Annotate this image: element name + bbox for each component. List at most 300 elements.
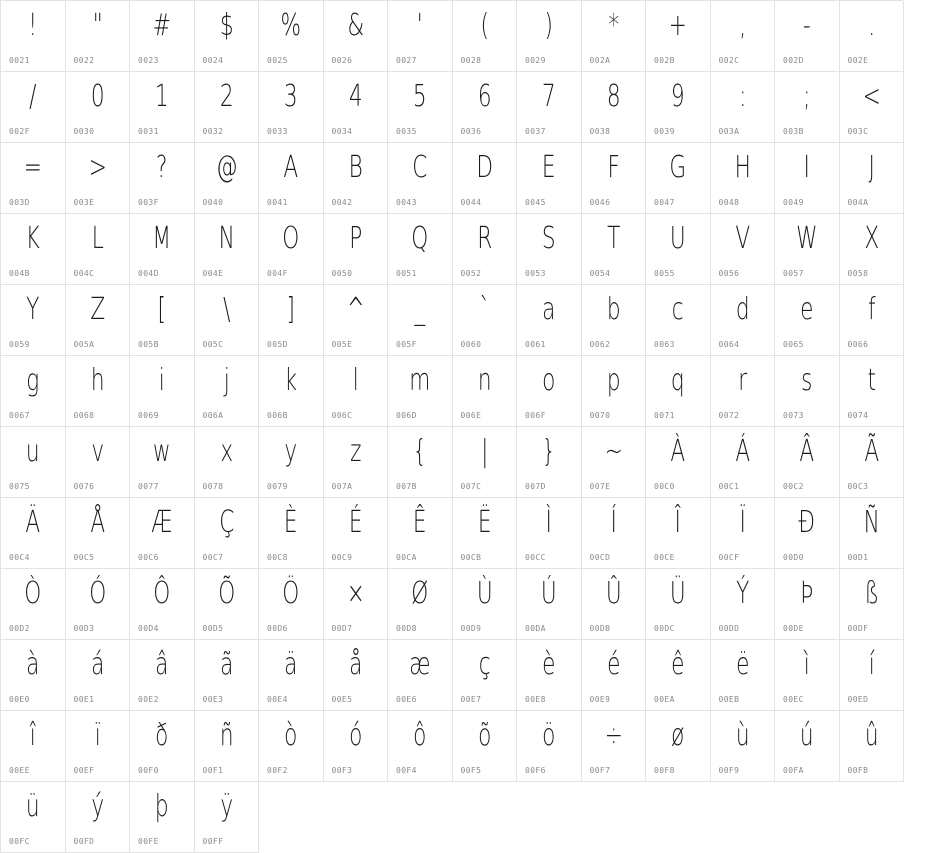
glyph-cell[interactable] xyxy=(582,640,647,711)
glyph-cell[interactable] xyxy=(388,711,453,782)
glyph-cell[interactable] xyxy=(711,143,776,214)
glyph-unicode-code: 00FB xyxy=(847,766,869,775)
glyph-cell[interactable] xyxy=(1,711,66,782)
glyph-cell[interactable] xyxy=(259,569,324,640)
glyph-character: [ xyxy=(157,292,166,327)
glyph-unicode-code: 004D xyxy=(138,269,159,278)
glyph-cell[interactable] xyxy=(1,1,66,72)
glyph-character: 6 xyxy=(477,79,492,114)
glyph-character: x xyxy=(219,434,233,469)
glyph-cell[interactable] xyxy=(646,356,711,427)
glyph-character: ì xyxy=(803,647,810,682)
glyph-unicode-code: 00D3 xyxy=(73,624,95,633)
glyph-unicode-code: 00C7 xyxy=(202,553,224,562)
glyph-cell[interactable] xyxy=(324,356,389,427)
glyph-unicode-code: 00C3 xyxy=(847,482,869,491)
glyph-unicode-code: 00DE xyxy=(783,624,804,633)
glyph-cell[interactable] xyxy=(130,498,195,569)
glyph-cell[interactable] xyxy=(388,640,453,711)
glyph-cell[interactable] xyxy=(1,356,66,427)
glyph-cell[interactable] xyxy=(453,356,518,427)
glyph-cell[interactable] xyxy=(388,498,453,569)
glyph-unicode-code: 0030 xyxy=(73,127,95,136)
glyph-unicode-code: 0064 xyxy=(718,340,740,349)
glyph-unicode-code: 0029 xyxy=(525,56,546,65)
glyph-character: # xyxy=(152,8,171,43)
glyph-cell[interactable] xyxy=(775,356,840,427)
glyph-character: Õ xyxy=(217,576,235,611)
glyph-character: â xyxy=(155,647,169,682)
glyph-unicode-code: 00CA xyxy=(396,553,417,562)
glyph-character: S xyxy=(541,221,556,256)
glyph-character: k xyxy=(284,363,298,398)
glyph-character: ð xyxy=(155,718,169,753)
glyph-cell[interactable] xyxy=(646,143,711,214)
glyph-cell[interactable] xyxy=(1,569,66,640)
glyph-unicode-code: 002C xyxy=(718,56,740,65)
glyph-cell[interactable] xyxy=(775,569,840,640)
glyph-cell[interactable] xyxy=(259,356,324,427)
glyph-character: g xyxy=(26,363,40,398)
glyph-cell[interactable] xyxy=(453,1,518,72)
glyph-character: Þ xyxy=(800,576,814,611)
glyph-cell[interactable] xyxy=(453,143,518,214)
glyph-unicode-code: 0024 xyxy=(202,56,224,65)
glyph-character: A xyxy=(283,150,299,185)
glyph-cell[interactable] xyxy=(130,427,195,498)
glyph-unicode-code: 007B xyxy=(396,482,417,491)
glyph-unicode-code: 00EB xyxy=(718,695,740,704)
glyph-character: z xyxy=(349,434,361,469)
glyph-unicode-code: 005D xyxy=(267,340,288,349)
glyph-cell[interactable] xyxy=(259,72,324,143)
glyph-unicode-code: 0061 xyxy=(525,340,546,349)
glyph-cell[interactable] xyxy=(582,72,647,143)
glyph-cell[interactable] xyxy=(840,1,905,72)
glyph-cell[interactable] xyxy=(259,427,324,498)
glyph-character: Ú xyxy=(540,576,557,611)
glyph-unicode-code: 003D xyxy=(9,198,30,207)
glyph-character: è xyxy=(542,647,556,682)
glyph-cell[interactable] xyxy=(646,285,711,356)
glyph-character: Ä xyxy=(25,505,41,540)
glyph-cell[interactable] xyxy=(775,72,840,143)
glyph-cell[interactable] xyxy=(130,214,195,285)
glyph-cell-empty xyxy=(259,782,324,853)
glyph-cell[interactable] xyxy=(711,569,776,640)
glyph-cell[interactable] xyxy=(775,143,840,214)
glyph-unicode-code: 0067 xyxy=(9,411,30,420)
glyph-cell[interactable] xyxy=(130,1,195,72)
glyph-cell[interactable] xyxy=(517,427,582,498)
glyph-character: ? xyxy=(156,150,168,185)
glyph-character: ÷ xyxy=(604,718,623,753)
glyph-cell[interactable] xyxy=(130,782,195,853)
glyph-character: é xyxy=(606,647,620,682)
glyph-unicode-code: 004E xyxy=(202,269,224,278)
glyph-cell[interactable] xyxy=(646,640,711,711)
glyph-cell[interactable] xyxy=(646,498,711,569)
glyph-cell[interactable] xyxy=(582,356,647,427)
glyph-cell[interactable] xyxy=(130,72,195,143)
glyph-cell[interactable] xyxy=(195,1,260,72)
glyph-cell[interactable] xyxy=(195,285,260,356)
glyph-unicode-code: 0052 xyxy=(460,269,482,278)
glyph-character: Æ xyxy=(151,505,173,540)
glyph-unicode-code: 00E3 xyxy=(202,695,224,704)
glyph-cell-empty xyxy=(840,782,905,853)
glyph-character: J xyxy=(868,150,875,185)
glyph-character: L xyxy=(91,221,104,256)
glyph-cell[interactable] xyxy=(66,214,131,285)
glyph-cell[interactable] xyxy=(195,214,260,285)
glyph-unicode-code: 0047 xyxy=(654,198,675,207)
glyph-unicode-code: 0054 xyxy=(589,269,611,278)
glyph-character: t xyxy=(867,363,876,398)
glyph-unicode-code: 004F xyxy=(267,269,288,278)
glyph-unicode-code: 00E1 xyxy=(73,695,95,704)
glyph-cell[interactable] xyxy=(517,640,582,711)
glyph-character: f xyxy=(867,292,876,327)
glyph-character: 5 xyxy=(412,79,427,114)
glyph-unicode-code: 00DF xyxy=(847,624,869,633)
glyph-cell[interactable] xyxy=(66,356,131,427)
glyph-cell[interactable] xyxy=(259,640,324,711)
glyph-cell[interactable] xyxy=(130,143,195,214)
glyph-character: h xyxy=(90,363,105,398)
glyph-character: p xyxy=(606,363,621,398)
glyph-character: ø xyxy=(671,718,685,753)
glyph-cell[interactable] xyxy=(1,143,66,214)
glyph-unicode-code: 006A xyxy=(202,411,224,420)
glyph-cell[interactable] xyxy=(130,569,195,640)
glyph-cell[interactable] xyxy=(259,285,324,356)
glyph-cell[interactable] xyxy=(517,356,582,427)
glyph-unicode-code: 0032 xyxy=(202,127,224,136)
glyph-character: Ã xyxy=(863,434,879,469)
glyph-character: 2 xyxy=(219,79,234,114)
glyph-cell[interactable] xyxy=(388,72,453,143)
glyph-cell[interactable] xyxy=(259,143,324,214)
glyph-cell[interactable] xyxy=(453,640,518,711)
glyph-character: Ó xyxy=(88,576,106,611)
glyph-character: ! xyxy=(28,8,38,43)
glyph-cell[interactable] xyxy=(195,427,260,498)
glyph-character: ê xyxy=(671,647,685,682)
glyph-cell[interactable] xyxy=(646,427,711,498)
glyph-character: þ xyxy=(154,789,169,824)
glyph-cell[interactable] xyxy=(840,711,905,782)
glyph-cell[interactable] xyxy=(840,356,905,427)
glyph-character: { xyxy=(412,434,427,469)
glyph-character: ^ xyxy=(346,292,365,327)
glyph-cell[interactable] xyxy=(775,1,840,72)
glyph-cell[interactable] xyxy=(517,143,582,214)
glyph-unicode-code: 00EC xyxy=(783,695,804,704)
glyph-cell[interactable] xyxy=(711,1,776,72)
glyph-cell[interactable] xyxy=(66,427,131,498)
glyph-cell[interactable] xyxy=(388,285,453,356)
glyph-cell[interactable] xyxy=(453,214,518,285)
glyph-character: i xyxy=(158,363,165,398)
glyph-cell[interactable] xyxy=(388,214,453,285)
glyph-cell[interactable] xyxy=(66,569,131,640)
glyph-cell[interactable] xyxy=(775,214,840,285)
glyph-character: Ô xyxy=(153,576,171,611)
glyph-cell[interactable] xyxy=(388,143,453,214)
glyph-character: q xyxy=(670,363,685,398)
glyph-cell[interactable] xyxy=(130,640,195,711)
glyph-cell[interactable] xyxy=(259,711,324,782)
glyph-unicode-code: 00EF xyxy=(73,766,95,775)
glyph-unicode-code: 00CB xyxy=(460,553,482,562)
glyph-unicode-code: 0036 xyxy=(460,127,482,136)
glyph-cell[interactable] xyxy=(388,569,453,640)
glyph-character: á xyxy=(90,647,104,682)
glyph-cell[interactable] xyxy=(195,498,260,569)
glyph-character: ` xyxy=(478,292,490,327)
glyph-character: " xyxy=(92,8,103,43)
glyph-character: + xyxy=(668,8,687,43)
glyph-unicode-code: 0041 xyxy=(267,198,288,207)
glyph-cell[interactable] xyxy=(195,711,260,782)
glyph-character: X xyxy=(863,221,879,256)
glyph-cell[interactable] xyxy=(1,285,66,356)
glyph-cell[interactable] xyxy=(453,427,518,498)
glyph-character: U xyxy=(669,221,686,256)
glyph-cell[interactable] xyxy=(324,498,389,569)
glyph-cell-empty xyxy=(517,782,582,853)
glyph-character: À xyxy=(670,434,686,469)
glyph-cell[interactable] xyxy=(1,498,66,569)
glyph-cell[interactable] xyxy=(66,640,131,711)
glyph-character: Y xyxy=(26,292,40,327)
glyph-cell[interactable] xyxy=(195,72,260,143)
glyph-unicode-code: 0040 xyxy=(202,198,224,207)
glyph-unicode-code: 0060 xyxy=(460,340,482,349)
glyph-cell[interactable] xyxy=(582,1,647,72)
glyph-unicode-code: 00C1 xyxy=(718,482,740,491)
glyph-cell[interactable] xyxy=(840,214,905,285)
glyph-unicode-code: 0071 xyxy=(654,411,675,420)
glyph-cell[interactable] xyxy=(388,427,453,498)
glyph-unicode-code: 0037 xyxy=(525,127,546,136)
glyph-unicode-code: 005B xyxy=(138,340,159,349)
glyph-cell[interactable] xyxy=(646,711,711,782)
glyph-unicode-code: 00E8 xyxy=(525,695,546,704)
glyph-character: Ð xyxy=(798,505,816,540)
glyph-cell[interactable] xyxy=(195,356,260,427)
glyph-character: > xyxy=(88,150,107,185)
glyph-unicode-code: 0077 xyxy=(138,482,159,491)
glyph-cell[interactable] xyxy=(775,498,840,569)
glyph-cell[interactable] xyxy=(711,72,776,143)
glyph-unicode-code: 005A xyxy=(73,340,95,349)
glyph-character: ë xyxy=(735,647,749,682)
glyph-cell[interactable] xyxy=(775,285,840,356)
glyph-unicode-code: 006C xyxy=(331,411,353,420)
glyph-cell[interactable] xyxy=(453,285,518,356)
glyph-cell[interactable] xyxy=(1,427,66,498)
glyph-cell[interactable] xyxy=(130,711,195,782)
glyph-cell[interactable] xyxy=(517,72,582,143)
glyph-cell[interactable] xyxy=(517,711,582,782)
glyph-cell[interactable] xyxy=(711,498,776,569)
glyph-character: $ xyxy=(219,8,234,43)
glyph-cell[interactable] xyxy=(324,569,389,640)
glyph-cell[interactable] xyxy=(582,711,647,782)
glyph-cell[interactable] xyxy=(517,569,582,640)
glyph-cell[interactable] xyxy=(517,498,582,569)
glyph-character: Î xyxy=(674,505,681,540)
glyph-cell[interactable] xyxy=(646,72,711,143)
glyph-character: ò xyxy=(284,718,298,753)
glyph-unicode-code: 007C xyxy=(460,482,482,491)
glyph-unicode-code: 00C2 xyxy=(783,482,804,491)
glyph-cell[interactable] xyxy=(582,427,647,498)
glyph-cell[interactable] xyxy=(582,285,647,356)
glyph-cell[interactable] xyxy=(324,214,389,285)
glyph-cell[interactable] xyxy=(66,782,131,853)
glyph-character: Å xyxy=(89,505,105,540)
glyph-cell[interactable] xyxy=(324,143,389,214)
glyph-cell[interactable] xyxy=(711,285,776,356)
glyph-cell[interactable] xyxy=(646,569,711,640)
glyph-cell[interactable] xyxy=(711,711,776,782)
glyph-cell[interactable] xyxy=(582,214,647,285)
glyph-character: H xyxy=(734,150,751,185)
glyph-unicode-code: 0045 xyxy=(525,198,546,207)
glyph-cell[interactable] xyxy=(453,498,518,569)
glyph-character: , xyxy=(738,8,746,43)
glyph-cell[interactable] xyxy=(711,356,776,427)
glyph-character: æ xyxy=(409,647,431,682)
glyph-cell[interactable] xyxy=(66,285,131,356)
glyph-cell[interactable] xyxy=(66,1,131,72)
glyph-cell[interactable] xyxy=(1,214,66,285)
glyph-cell[interactable] xyxy=(775,640,840,711)
glyph-cell[interactable] xyxy=(711,640,776,711)
glyph-unicode-code: 003C xyxy=(847,127,869,136)
glyph-character: n xyxy=(477,363,492,398)
glyph-character: Ù xyxy=(476,576,493,611)
glyph-cell[interactable] xyxy=(259,1,324,72)
glyph-unicode-code: 0075 xyxy=(9,482,30,491)
glyph-cell[interactable] xyxy=(646,214,711,285)
glyph-cell[interactable] xyxy=(66,143,131,214)
glyph-cell[interactable] xyxy=(775,427,840,498)
glyph-cell[interactable] xyxy=(195,143,260,214)
glyph-unicode-code: 005C xyxy=(202,340,224,349)
glyph-unicode-code: 00F3 xyxy=(331,766,353,775)
glyph-cell[interactable] xyxy=(130,285,195,356)
glyph-character: × xyxy=(346,576,365,611)
glyph-cell[interactable] xyxy=(195,782,260,853)
glyph-cell[interactable] xyxy=(840,72,905,143)
glyph-character: w xyxy=(152,434,171,469)
glyph-unicode-code: 00F8 xyxy=(654,766,675,775)
glyph-cell[interactable] xyxy=(775,711,840,782)
glyph-cell[interactable] xyxy=(66,711,131,782)
glyph-cell[interactable] xyxy=(66,498,131,569)
glyph-cell[interactable] xyxy=(324,72,389,143)
glyph-unicode-code: 00D6 xyxy=(267,624,288,633)
glyph-unicode-code: 0038 xyxy=(589,127,611,136)
glyph-cell-empty xyxy=(646,782,711,853)
glyph-unicode-code: 0039 xyxy=(654,127,675,136)
glyph-unicode-code: 0026 xyxy=(331,56,353,65)
glyph-cell[interactable] xyxy=(1,782,66,853)
glyph-cell[interactable] xyxy=(840,569,905,640)
glyph-cell[interactable] xyxy=(582,498,647,569)
glyph-character: : xyxy=(738,79,746,114)
glyph-unicode-code: 00DC xyxy=(654,624,675,633)
glyph-cell[interactable] xyxy=(840,143,905,214)
glyph-character: a xyxy=(542,292,556,327)
glyph-cell[interactable] xyxy=(840,427,905,498)
glyph-cell[interactable] xyxy=(388,1,453,72)
glyph-character: } xyxy=(541,434,556,469)
glyph-unicode-code: 0028 xyxy=(460,56,482,65)
glyph-cell[interactable] xyxy=(66,72,131,143)
glyph-cell[interactable] xyxy=(840,285,905,356)
glyph-cell[interactable] xyxy=(453,72,518,143)
glyph-cell[interactable] xyxy=(324,640,389,711)
glyph-cell[interactable] xyxy=(195,569,260,640)
glyph-character: ) xyxy=(544,8,553,43)
glyph-character: Â xyxy=(799,434,815,469)
glyph-character: ù xyxy=(735,718,750,753)
glyph-cell[interactable] xyxy=(1,72,66,143)
glyph-character: 4 xyxy=(348,79,363,114)
glyph-unicode-code: 00CF xyxy=(718,553,740,562)
glyph-unicode-code: 00C4 xyxy=(9,553,30,562)
glyph-character: K xyxy=(25,221,40,256)
glyph-cell[interactable] xyxy=(517,1,582,72)
glyph-character: y xyxy=(284,434,298,469)
glyph-cell[interactable] xyxy=(259,498,324,569)
glyph-cell[interactable] xyxy=(582,569,647,640)
glyph-cell[interactable] xyxy=(453,711,518,782)
glyph-character: u xyxy=(25,434,40,469)
glyph-cell-empty xyxy=(388,782,453,853)
glyph-cell[interactable] xyxy=(646,1,711,72)
glyph-cell[interactable] xyxy=(840,498,905,569)
glyph-cell[interactable] xyxy=(517,285,582,356)
glyph-cell[interactable] xyxy=(324,711,389,782)
glyph-unicode-code: 0051 xyxy=(396,269,417,278)
glyph-cell[interactable] xyxy=(840,640,905,711)
glyph-character: È xyxy=(283,505,298,540)
glyph-unicode-code: 00E4 xyxy=(267,695,288,704)
glyph-cell[interactable] xyxy=(324,427,389,498)
glyph-character: ô xyxy=(413,718,427,753)
glyph-cell[interactable] xyxy=(324,285,389,356)
glyph-cell[interactable] xyxy=(1,640,66,711)
glyph-cell[interactable] xyxy=(130,356,195,427)
glyph-cell[interactable] xyxy=(324,1,389,72)
glyph-cell[interactable] xyxy=(582,143,647,214)
glyph-cell[interactable] xyxy=(517,214,582,285)
glyph-cell[interactable] xyxy=(453,569,518,640)
glyph-cell[interactable] xyxy=(195,640,260,711)
glyph-cell[interactable] xyxy=(711,214,776,285)
glyph-cell[interactable] xyxy=(259,214,324,285)
glyph-cell[interactable] xyxy=(388,356,453,427)
glyph-cell[interactable] xyxy=(711,427,776,498)
glyph-character: ' xyxy=(416,8,423,43)
glyph-unicode-code: 00C6 xyxy=(138,553,159,562)
